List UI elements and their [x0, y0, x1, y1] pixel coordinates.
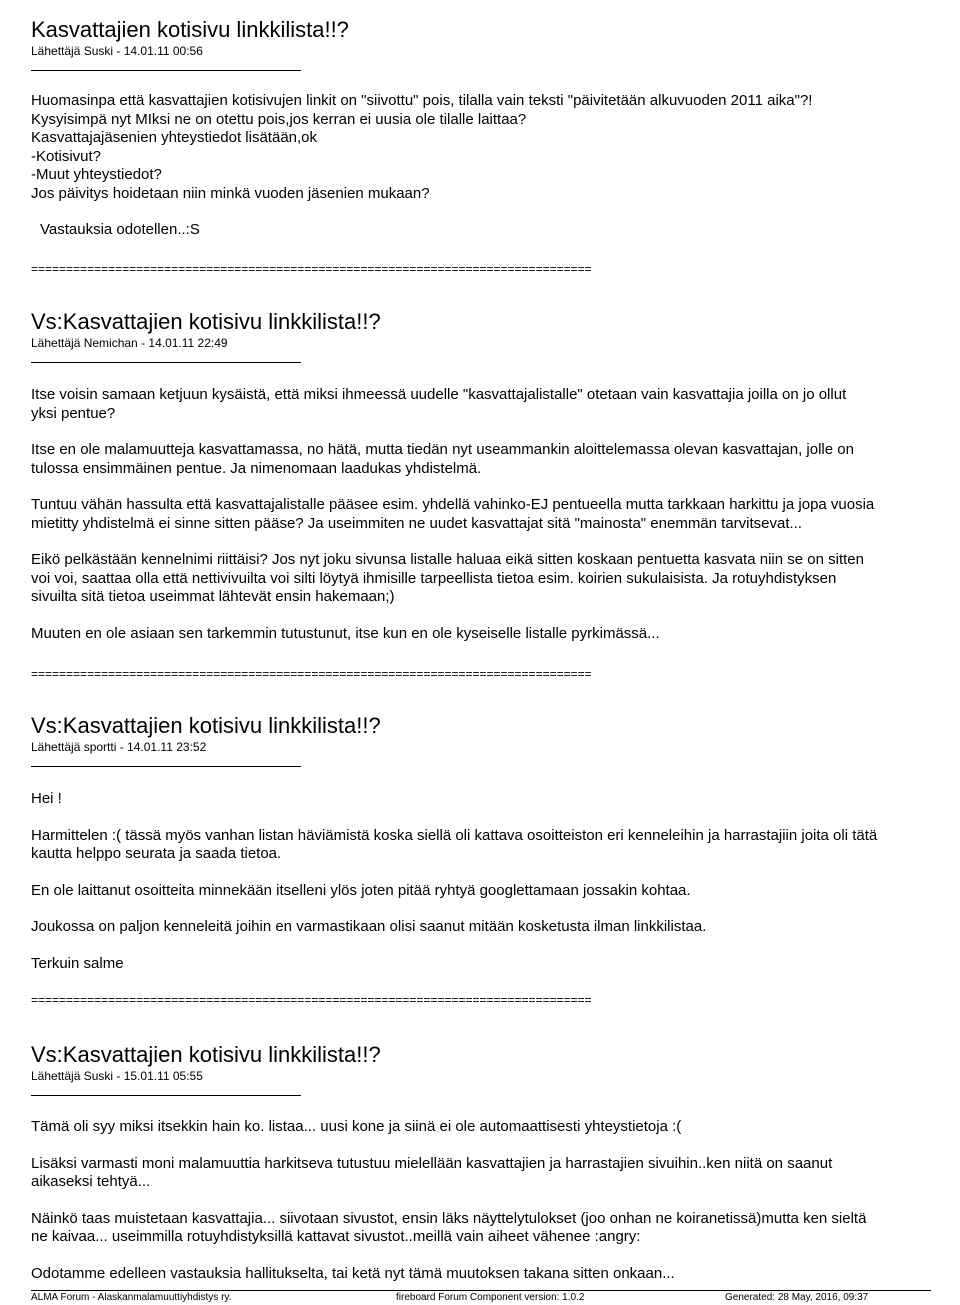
body-line: Joukossa on paljon kenneleitä joihin en varmastikaan olisi saanut mitään kosketusta ilman linkkilistaa. — [31, 918, 707, 935]
body-line: -Kotisivut? — [31, 147, 102, 165]
body-line: aikaseksi tehtyä... — [31, 1173, 151, 1190]
post-divider — [31, 766, 301, 767]
body-line: kautta helppo seurata ja saada tietoa. — [31, 845, 282, 862]
post-3 — [31, 714, 951, 991]
paragraph — [31, 386, 951, 423]
post-title: Vs:Kasvattajien kotisivu linkkilista!!? — [31, 309, 381, 334]
body-line: Jos päivitys hoidetaan niin minkä vuoden jäsenien mukaan? — [31, 184, 430, 202]
body-line: Vastauksia odotellen..:S — [40, 221, 200, 238]
body-line: Harmittelen :( tässä myös vanhan listan häviämistä koska siellä oli kattava osoitteiston eri kenneleihin ja harrastajiin joita oli tätä — [31, 826, 878, 844]
body-line: En ole laittanut osoitteita minnekään itselleni ylös joten pitää ryhtyä googlettamaan jossakin kohtaa. — [31, 881, 691, 899]
paragraph — [31, 882, 951, 901]
paragraph — [31, 441, 951, 478]
body-line: Kysyisimpä nyt MIksi ne on otettu pois,jos kerran ei uusia ole tilalle laittaa? — [31, 110, 527, 128]
post-title: Vs:Kasvattajien kotisivu linkkilista!!? — [31, 713, 381, 738]
paragraph — [31, 1210, 951, 1247]
body-line: Hei ! — [31, 790, 62, 807]
footer-rule — [31, 1290, 931, 1291]
paragraph — [31, 955, 951, 974]
footer-left: ALMA Forum - Alaskanmalamuuttiyhdistys ry. — [31, 1292, 232, 1303]
body-line: Eikö pelkästään kennelnimi riittäisi? Jos nyt joku sivunsa listalle haluaa eikä sitten koskaan pentuetta kasvata niin se on sitten — [31, 551, 864, 568]
body-line: Näinkö taas muistetaan kasvattajia... siivotaan sivustot, ensin läks näyttelytulokset (joo onhan ne koiranetissä)mutta ken sieltä — [31, 1209, 867, 1227]
body-line: tulossa ensimmäinen pentue. Ja nimenomaan laadukas yhdistelmä. — [31, 459, 482, 477]
post-separator: ================================================================================ — [31, 667, 592, 681]
paragraph — [31, 1118, 951, 1137]
paragraph — [31, 1155, 951, 1192]
post-meta: Lähettäjä Suski - 14.01.11 00:56 — [31, 44, 203, 58]
post-separator: ================================================================================ — [31, 993, 592, 1007]
post-title: Vs:Kasvattajien kotisivu linkkilista!!? — [31, 1042, 381, 1067]
post-body — [31, 1118, 951, 1283]
paragraph — [31, 790, 951, 809]
body-line: Lisäksi varmasti moni malamuuttia harkitseva tutustuu mielellään kasvattajien ja harrastajien sivuihin..ken niitä on saanut — [31, 1154, 833, 1172]
body-line: Muuten en ole asiaan sen tarkemmin tutustunut, itse kun en ole kyseiselle listalle pyrkimässä... — [31, 624, 660, 642]
post-meta: Lähettäjä Nemichan - 14.01.11 22:49 — [31, 336, 228, 350]
body-line: Terkuin salme — [31, 954, 124, 972]
paragraph — [31, 551, 951, 607]
post-separator: ================================================================================ — [31, 262, 592, 276]
post-body — [31, 92, 951, 240]
post-meta: Lähettäjä Suski - 15.01.11 05:55 — [31, 1069, 203, 1083]
body-line: Odotamme edelleen vastauksia hallitukselta, tai ketä nyt tämä muutoksen takana sitten onkaan... — [31, 1264, 675, 1282]
body-line: -Muut yhteystiedot? — [31, 166, 162, 183]
paragraph — [31, 625, 951, 644]
post-divider — [31, 362, 301, 363]
post-1 — [31, 18, 951, 240]
post-body — [31, 386, 951, 643]
body-line: Kasvattajajäsenien yhteystiedot lisätään,ok — [31, 129, 318, 146]
body-line: Itse voisin samaan ketjuun kysäistä, että miksi ihmeessä uudelle "kasvattajalistalle" otetaan vain kasvattajia joilla on jo ollut — [31, 386, 847, 403]
post-divider — [31, 70, 301, 71]
post-meta: Lähettäjä sportti - 14.01.11 23:52 — [31, 740, 207, 754]
body-line — [31, 203, 951, 221]
body-line: ne kaivaa... useimmilla rotuyhdistyksillä kattavat sivustot..meillä vain aiheet vähenee :angry: — [31, 1228, 641, 1245]
post-body — [31, 790, 951, 973]
body-line: mietitty yhdistelmä ei sinne sitten pääse? Ja useimmiten ne uudet kasvattajat sitä "mainosta" enemmän tarvitsevat... — [31, 514, 803, 532]
paragraph — [31, 1265, 951, 1284]
paragraph — [31, 827, 951, 864]
body-line: voi voi, saattaa olla että nettivivuilta voi silti löytyä ihmisille tarpeellista tietoa esim. koirien sukulaisista. Ja rotuyhdistyksen — [31, 569, 837, 587]
paragraph — [31, 496, 951, 533]
footer-center: fireboard Forum Component version: 1.0.2 — [396, 1292, 585, 1303]
post-4 — [31, 1043, 951, 1301]
paragraph — [31, 918, 951, 937]
body-line: Tämä oli syy miksi itsekkin hain ko. listaa... uusi kone ja siinä ei ole automaattisesti yhteystietoja :( — [31, 1118, 682, 1135]
body-line: Itse en ole malamuutteja kasvattamassa, no hätä, mutta tiedän nyt useammankin aloittelemassa olevan kasvattajan, jolle on — [31, 441, 854, 458]
footer-right: Generated: 28 May, 2016, 09:37 — [725, 1292, 869, 1303]
body-line: yksi pentue? — [31, 404, 116, 422]
body-line: Huomasinpa että kasvattajien kotisivujen linkit on "siivottu" pois, tilalla vain teksti "päivitetään alkuvuoden 2011 aika"?! — [31, 92, 813, 109]
post-title: Kasvattajien kotisivu linkkilista!!? — [31, 17, 349, 42]
body-line: sivuilta sitä tietoa useimmat lähtevät ensin hakemaan;) — [31, 588, 395, 605]
post-divider — [31, 1095, 301, 1096]
body-line: Tuntuu vähän hassulta että kasvattajalistalle pääsee esim. yhdellä vahinko-EJ pentueella mutta tarkkaan harkittu ja jopa vuosia — [31, 496, 875, 513]
post-2 — [31, 310, 951, 661]
